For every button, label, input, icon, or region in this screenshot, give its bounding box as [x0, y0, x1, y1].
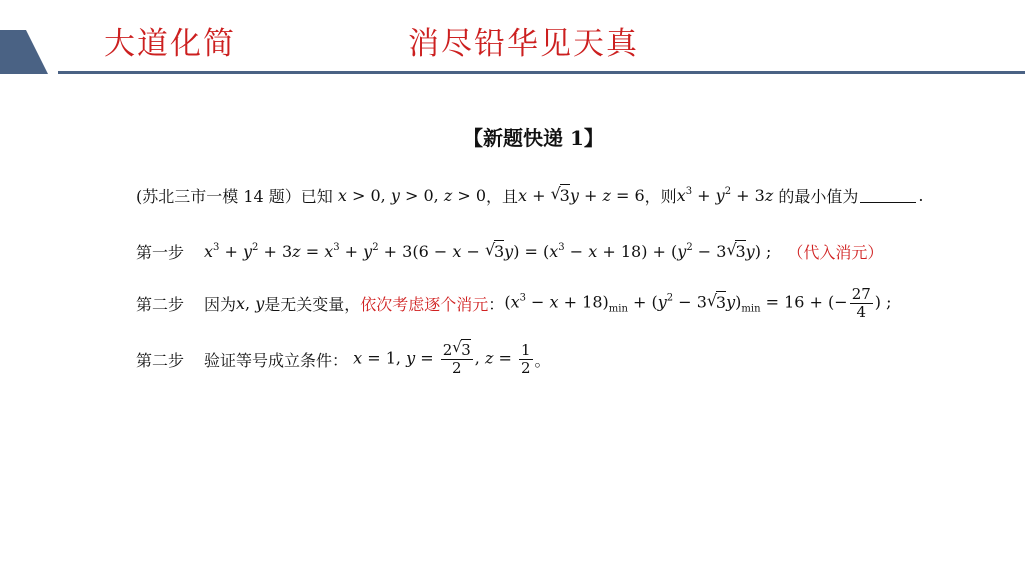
problem-ask: 的最小值为: [778, 187, 859, 206]
step-three-end: 。: [534, 350, 551, 370]
step-three-label: 第二步: [136, 350, 185, 370]
step-two-vars: x, y: [236, 293, 265, 313]
step-two-text-a: 因为: [204, 294, 237, 314]
step-one-label: 第一步: [136, 243, 185, 262]
step-one-formula: $x^3 + y^2 + 3z = x^3 + y^2 + 3(6 - x$ − √ $3y) = (x^3 - x + 18) + (y^2 - 3√$ 3y) ;: [204, 242, 771, 261]
step-three-text: 验证等号成立条件：: [204, 350, 349, 370]
step-two: [136, 286, 892, 320]
step-two-red: 依次考虑逐个消元: [360, 294, 489, 314]
problem-conditions: x > 0, y > 0, z > 0: [337, 186, 487, 205]
step-three-formula: x = 1, y = $\frac{2√ 3}{2}$ , z = $\frac{1}{2}$: [348, 342, 535, 376]
problem-and: ，且: [486, 187, 519, 206]
header-title-left: 大道化简: [104, 26, 236, 62]
step-two-colon: ：: [488, 294, 505, 314]
step-two-text-b: 是无关变量，: [264, 294, 361, 314]
header-title-right: 消尽铅华见天真: [408, 26, 639, 62]
problem-expression: $x^3 + y^2 + 3z$: [676, 186, 774, 205]
step-one-note: （代入消元）: [787, 243, 884, 262]
step-one: [136, 240, 883, 263]
answer-blank: [860, 188, 916, 203]
step-two-label: 第二步: [136, 294, 185, 314]
corner-trapezoid-decoration: [0, 30, 48, 74]
header-rule: [58, 71, 1025, 74]
problem-period: .: [918, 186, 924, 205]
step-three: [136, 342, 551, 376]
problem-statement: [136, 184, 924, 207]
problem-constraint: x + √ 3y + z = 6: [518, 186, 645, 205]
section-title: 【新题快递 1】: [463, 126, 604, 150]
problem-then: ，则: [644, 187, 677, 206]
problem-source: (苏北三市一模 14 题）已知: [136, 187, 333, 206]
step-two-formula: $(x^3 - x + 18)_{min} + (y^2 - 3√$ $3y)_{min} = 16$ + (− $\frac{27}{4}$ ) ;: [504, 286, 891, 320]
